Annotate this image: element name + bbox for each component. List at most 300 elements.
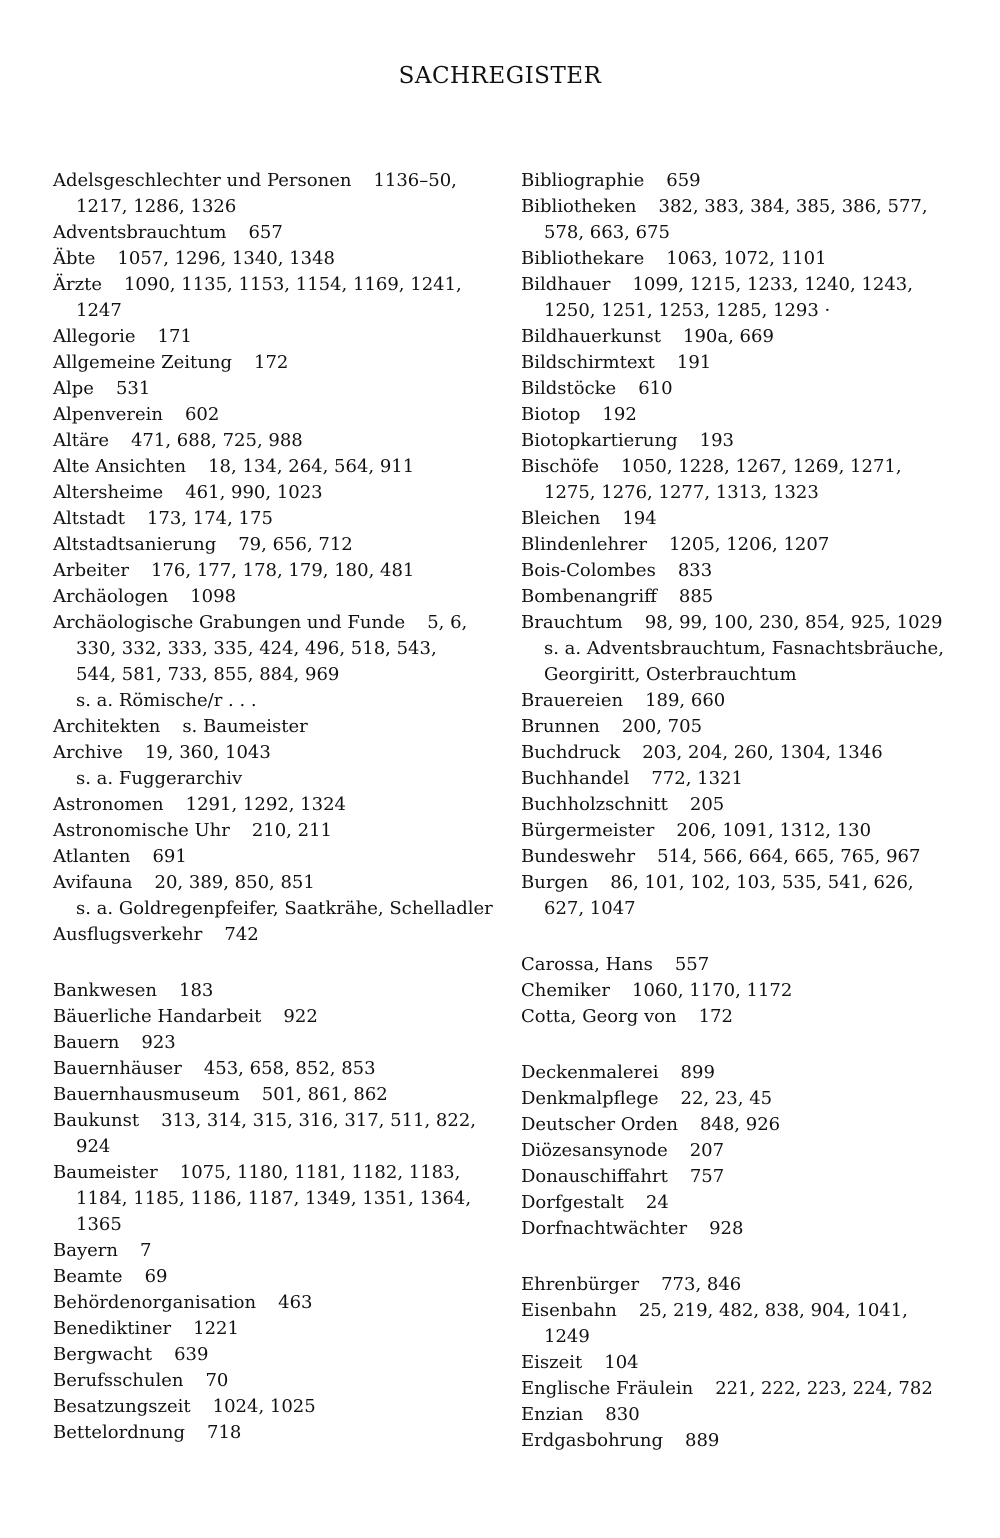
index-term: Bauern [53, 1032, 120, 1053]
index-term: Biotopkartierung [521, 430, 678, 451]
page-references: 176, 177, 178, 179, 180, 481 [151, 560, 415, 581]
index-term: Dorfgestalt [521, 1192, 624, 1213]
index-entry-line [53, 1108, 493, 1134]
index-entry-line [521, 844, 961, 870]
index-entry [521, 272, 961, 324]
index-term: Archive [53, 742, 123, 763]
index-entry [521, 714, 961, 740]
index-term: Baumeister [53, 1162, 158, 1183]
page-references: 173, 174, 175 [146, 508, 273, 529]
page-references: 1060, 1170, 1172 [632, 980, 793, 1001]
index-entry-line [521, 1428, 961, 1454]
index-entry-line [521, 1376, 961, 1402]
page-references: 79, 656, 712 [238, 534, 353, 555]
index-entry [53, 402, 493, 428]
index-entry [53, 376, 493, 402]
index-term: Bauernhäuser [53, 1058, 182, 1079]
index-term: Bildstöcke [521, 378, 617, 399]
page-references: 18, 134, 264, 564, 911 [208, 456, 415, 477]
index-entry [53, 558, 493, 584]
index-term: Bäuerliche Handarbeit [53, 1006, 262, 1027]
page-references: 757 [689, 1166, 725, 1187]
index-entry-line [521, 688, 961, 714]
page-references: 691 [152, 846, 187, 867]
index-entry [521, 1164, 961, 1190]
index-term: Buchdruck [521, 742, 621, 763]
index-entry-line [53, 1342, 493, 1368]
index-term: Eisenbahn [521, 1300, 617, 1321]
index-entry-line [521, 1190, 961, 1216]
page-references: 1136–50, [373, 170, 457, 191]
page-references: 501, 861, 862 [261, 1084, 388, 1105]
index-entry-continuation: 544, 581, 733, 855, 884, 969 [76, 664, 340, 685]
index-entry [53, 428, 493, 454]
index-entry-line [53, 324, 493, 350]
page-references: 453, 658, 852, 853 [203, 1058, 376, 1079]
index-letter-group [521, 952, 961, 1030]
index-entry [53, 1394, 493, 1420]
index-term: Arbeiter [53, 560, 130, 581]
index-entry [521, 1060, 961, 1086]
index-entry-line [521, 558, 961, 584]
index-entry-line [53, 168, 493, 194]
index-entry-line [53, 1368, 493, 1394]
page-references: 19, 360, 1043 [144, 742, 271, 763]
index-entry [521, 194, 961, 246]
index-term: Bombenangriff [521, 586, 657, 607]
index-entry-line [521, 766, 961, 792]
index-letter-group [53, 168, 493, 948]
index-entry-continuation: 578, 663, 675 [544, 222, 670, 243]
page-references: 194 [622, 508, 657, 529]
page-references: 206, 1091, 1312, 130 [676, 820, 872, 841]
index-entry [53, 870, 493, 922]
index-entry-line [521, 1004, 961, 1030]
index-entry [53, 1108, 493, 1160]
index-entry [521, 324, 961, 350]
index-term: Archäologische Grabungen und Funde [53, 612, 406, 633]
index-entry-line [53, 978, 493, 1004]
index-entry-line [53, 714, 493, 740]
index-entry-continuation: 1250, 1251, 1253, 1285, 1293 · [544, 300, 831, 321]
index-entry [521, 952, 961, 978]
page-references: 742 [224, 924, 259, 945]
index-term: Biotop [521, 404, 581, 425]
page-references: 1099, 1215, 1233, 1240, 1243, [632, 274, 913, 295]
index-term: Bischöfe [521, 456, 600, 477]
index-term: Allgemeine Zeitung [53, 352, 232, 373]
index-entry [53, 272, 493, 324]
page-references: 718 [207, 1422, 242, 1443]
index-entry-line [53, 1264, 493, 1290]
page-references: 514, 566, 664, 665, 765, 967 [657, 846, 921, 867]
page-references: 531 [115, 378, 151, 399]
index-entry [53, 740, 493, 792]
index-entry-line [521, 952, 961, 978]
index-entry-line [53, 922, 493, 948]
index-entry [521, 1216, 961, 1242]
index-term: Bibliographie [521, 170, 645, 191]
index-entry [53, 1082, 493, 1108]
index-term: Brauereien [521, 690, 624, 711]
index-entry-line [53, 246, 493, 272]
index-entry-line [521, 1298, 961, 1324]
index-entry [53, 1368, 493, 1394]
page-references: 461, 990, 1023 [185, 482, 323, 503]
index-entry-line [53, 1290, 493, 1316]
page-references: 172 [698, 1006, 733, 1027]
page-references: 602 [184, 404, 220, 425]
index-entry [521, 1350, 961, 1376]
index-entry [53, 1316, 493, 1342]
index-entry [53, 350, 493, 376]
page-references: 207 [689, 1140, 725, 1161]
index-term: Diözesansynode [521, 1140, 668, 1161]
index-entry-continuation: 924 [76, 1136, 111, 1157]
index-entry [521, 740, 961, 766]
index-letter-group [521, 1060, 961, 1242]
page-references: 210, 211 [251, 820, 332, 841]
index-term: Dorfnachtwächter [521, 1218, 688, 1239]
page-references: 205 [689, 794, 725, 815]
index-term: Erdgasbohrung [521, 1430, 664, 1451]
index-entry-line [521, 1112, 961, 1138]
page-references: 772, 1321 [651, 768, 743, 789]
page-references: 7 [139, 1240, 152, 1261]
index-entry [53, 844, 493, 870]
index-entry-line [521, 1086, 961, 1112]
index-term: Buchhandel [521, 768, 630, 789]
index-entry-continuation: 1249 [544, 1326, 590, 1347]
index-entry [521, 506, 961, 532]
index-entry-line [53, 1420, 493, 1446]
index-term: Carossa, Hans [521, 954, 653, 975]
page-references: 172 [254, 352, 289, 373]
index-term: Deutscher Orden [521, 1114, 678, 1135]
index-entry [53, 454, 493, 480]
index-entry-line [521, 194, 961, 220]
index-term: Archäologen [53, 586, 169, 607]
index-entry-line [521, 532, 961, 558]
index-entry-continuation: Georgiritt, Osterbrauchtum [544, 664, 797, 685]
index-letter-group [521, 1272, 961, 1454]
index-entry [521, 1190, 961, 1216]
index-term: Brauchtum [521, 612, 623, 633]
page-references: 200, 705 [621, 716, 703, 737]
page-references: 1050, 1228, 1267, 1269, 1271, [621, 456, 902, 477]
index-entry-line [53, 1394, 493, 1420]
index-entry [521, 168, 961, 194]
index-entry [53, 1342, 493, 1368]
index-term: Bibliothekare [521, 248, 645, 269]
index-entry-continuation: 1217, 1286, 1326 [76, 196, 237, 217]
page-references: 923 [141, 1032, 176, 1053]
page-references: 1063, 1072, 1101 [666, 248, 827, 269]
index-entry-line [521, 272, 961, 298]
index-entry [53, 818, 493, 844]
index-term: Bleichen [521, 508, 601, 529]
index-entry [521, 558, 961, 584]
index-entry [521, 844, 961, 870]
page-references: 659 [666, 170, 701, 191]
index-entry [53, 1290, 493, 1316]
index-entry [521, 1428, 961, 1454]
page-references: 221, 222, 223, 224, 782 [715, 1378, 933, 1399]
page-references: s. Baumeister [182, 716, 308, 737]
index-entry-line [53, 740, 493, 766]
index-entry-line [53, 870, 493, 896]
index-entry [521, 532, 961, 558]
index-entry-line [521, 168, 961, 194]
index-entry-line [521, 1272, 961, 1298]
index-term: Bürgermeister [521, 820, 655, 841]
page-references: 98, 99, 100, 230, 854, 925, 1029 [644, 612, 943, 633]
index-entry [53, 1420, 493, 1446]
index-term: Astronomen [53, 794, 164, 815]
index-term: Allegorie [53, 326, 136, 347]
index-entry-line [53, 1316, 493, 1342]
index-entry-continuation: s. a. Römische/r . . . [76, 690, 257, 711]
index-entry [521, 1138, 961, 1164]
page-references: 171 [157, 326, 192, 347]
page-references: 639 [174, 1344, 209, 1365]
index-entry-line [53, 558, 493, 584]
index-entry-line [521, 402, 961, 428]
index-entry-line [53, 1082, 493, 1108]
index-entry [53, 1030, 493, 1056]
index-entry-line [53, 610, 493, 636]
page-references: 848, 926 [699, 1114, 781, 1135]
index-term: Atlanten [53, 846, 131, 867]
index-entry-line [521, 610, 961, 636]
index-entry-line [521, 428, 961, 454]
index-entry [53, 324, 493, 350]
index-entry [521, 376, 961, 402]
page-references: 471, 688, 725, 988 [130, 430, 303, 451]
index-entry [53, 1264, 493, 1290]
index-entry [521, 350, 961, 376]
index-term: Beamte [53, 1266, 123, 1287]
index-term: Buchholzschnitt [521, 794, 668, 815]
index-entry-line [521, 1216, 961, 1242]
index-entry-line [53, 454, 493, 480]
index-entry [53, 1056, 493, 1082]
index-entry-line [521, 350, 961, 376]
index-term: Bundeswehr [521, 846, 636, 867]
index-term: Berufsschulen [53, 1370, 184, 1391]
page-references: 1205, 1206, 1207 [668, 534, 830, 555]
index-entry [53, 506, 493, 532]
page-references: 20, 389, 850, 851 [154, 872, 315, 893]
page-references: 189, 660 [645, 690, 726, 711]
index-term: Bildschirmtext [521, 352, 655, 373]
index-entry-line [53, 272, 493, 298]
index-entry [53, 246, 493, 272]
page-references: 1057, 1296, 1340, 1348 [117, 248, 335, 269]
index-entry-line [53, 818, 493, 844]
index-entry [53, 220, 493, 246]
index-entry [521, 1402, 961, 1428]
index-entry-line [521, 1350, 961, 1376]
page-references: 183 [179, 980, 214, 1001]
page-references: 203, 204, 260, 1304, 1346 [642, 742, 883, 763]
index-term: Englische Fräulein [521, 1378, 694, 1399]
index-entry [521, 428, 961, 454]
index-entry [53, 1238, 493, 1264]
index-entry-line [521, 1138, 961, 1164]
index-term: Bankwesen [53, 980, 158, 1001]
index-term: Blindenlehrer [521, 534, 647, 555]
page-references: 191 [676, 352, 712, 373]
index-entry-line [521, 714, 961, 740]
index-entry [521, 1004, 961, 1030]
index-entry [521, 402, 961, 428]
index-entry [53, 584, 493, 610]
index-term: Baukunst [53, 1110, 140, 1131]
index-term: Adventsbrauchtum [53, 222, 227, 243]
index-entry [53, 922, 493, 948]
index-entry [521, 584, 961, 610]
index-entry [53, 1160, 493, 1238]
index-entry-line [521, 792, 961, 818]
index-entry-continuation: 1275, 1276, 1277, 1313, 1323 [544, 482, 819, 503]
index-term: Alpenverein [53, 404, 163, 425]
index-entry-line [53, 480, 493, 506]
index-term: Alpe [53, 378, 94, 399]
page-references: 24 [645, 1192, 669, 1213]
page-references: 1098 [190, 586, 237, 607]
index-entry-continuation: s. a. Adventsbrauchtum, Fasnachtsbräuche, [544, 638, 944, 659]
index-term: Ärzte [53, 274, 102, 295]
index-entry-line [53, 506, 493, 532]
index-entry [521, 688, 961, 714]
index-letter-group [521, 168, 961, 922]
index-term: Denkmalpflege [521, 1088, 659, 1109]
index-entry-line [521, 1402, 961, 1428]
index-entry [53, 978, 493, 1004]
index-entry [53, 1004, 493, 1030]
page-references: 899 [680, 1062, 715, 1083]
index-entry-continuation: 627, 1047 [544, 898, 636, 919]
page-references: 557 [674, 954, 710, 975]
index-entry [53, 610, 493, 714]
index-entry-line [53, 1238, 493, 1264]
index-entry-line [53, 402, 493, 428]
page-references: 1090, 1135, 1153, 1154, 1169, 1241, [123, 274, 462, 295]
index-entry [53, 792, 493, 818]
index-entry-line [53, 1056, 493, 1082]
page-references: 928 [709, 1218, 744, 1239]
index-entry-line [53, 532, 493, 558]
index-entry [53, 168, 493, 220]
index-entry-line [521, 818, 961, 844]
page-references: 25, 219, 482, 838, 904, 1041, [638, 1300, 908, 1321]
page-references: 86, 101, 102, 103, 535, 541, 626, [610, 872, 914, 893]
index-entry-line [53, 792, 493, 818]
page-references: 313, 314, 315, 316, 317, 511, 822, [161, 1110, 477, 1131]
index-entry [521, 792, 961, 818]
index-term: Benediktiner [53, 1318, 172, 1339]
index-entry-line [521, 454, 961, 480]
page-references: 190a, 669 [683, 326, 774, 347]
index-term: Bois-Colombes [521, 560, 656, 581]
index-term: Behördenorganisation [53, 1292, 257, 1313]
index-term: Alte Ansichten [53, 456, 187, 477]
index-term: Donauschiffahrt [521, 1166, 668, 1187]
page-references: 5, 6, [427, 612, 468, 633]
page-references: 885 [678, 586, 714, 607]
index-entry-line [53, 220, 493, 246]
page-references: 70 [205, 1370, 229, 1391]
index-entry [53, 532, 493, 558]
page-references: 1221 [193, 1318, 239, 1339]
index-entry [53, 480, 493, 506]
page-references: 773, 846 [661, 1274, 742, 1295]
index-entry-line [521, 246, 961, 272]
index-entry [521, 454, 961, 506]
index-entry [53, 714, 493, 740]
index-term: Altstadtsanierung [53, 534, 217, 555]
page-references: 69 [144, 1266, 168, 1287]
index-term: Altäre [53, 430, 109, 451]
index-entry-line [521, 1164, 961, 1190]
index-term: Burgen [521, 872, 589, 893]
index-entry [521, 1272, 961, 1298]
page-references: 1075, 1180, 1181, 1182, 1183, [179, 1162, 461, 1183]
index-entry-line [53, 376, 493, 402]
index-term: Äbte [53, 248, 96, 269]
index-entry-line [53, 350, 493, 376]
page-references: 193 [699, 430, 734, 451]
index-entry-line [521, 870, 961, 896]
index-term: Bergwacht [53, 1344, 153, 1365]
index-column-right [521, 168, 961, 1454]
page-references: 657 [248, 222, 283, 243]
page-references: 610 [638, 378, 673, 399]
index-term: Enzian [521, 1404, 584, 1425]
index-entry-line [521, 376, 961, 402]
index-term: Ehrenbürger [521, 1274, 640, 1295]
index-entry [521, 1376, 961, 1402]
index-entry [521, 610, 961, 688]
page-references: 830 [605, 1404, 640, 1425]
index-entry-continuation: 1247 [76, 300, 122, 321]
index-entry-continuation: 330, 332, 333, 335, 424, 496, 518, 543, [76, 638, 437, 659]
index-entry-line [53, 1030, 493, 1056]
index-letter-group [53, 978, 493, 1446]
index-entry-continuation: s. a. Goldregenpfeifer, Saatkrähe, Schelladler [76, 898, 493, 919]
page-references: 192 [602, 404, 637, 425]
index-entry [521, 1112, 961, 1138]
page-references: 833 [677, 560, 713, 581]
index-entry-line [521, 978, 961, 1004]
index-entry-continuation: 1365 [76, 1214, 122, 1235]
page-references: 1291, 1292, 1324 [185, 794, 346, 815]
index-entry-line [521, 584, 961, 610]
index-entry-line [53, 1160, 493, 1186]
index-term: Ausflugsverkehr [53, 924, 203, 945]
index-term: Besatzungszeit [53, 1396, 191, 1417]
index-entry-line [521, 1060, 961, 1086]
index-term: Architekten [53, 716, 161, 737]
index-term: Deckenmalerei [521, 1062, 659, 1083]
index-term: Adelsgeschlechter und Personen [53, 170, 352, 191]
page-references: 104 [604, 1352, 639, 1373]
index-entry [521, 818, 961, 844]
index-entry-continuation: s. a. Fuggerarchiv [76, 768, 243, 789]
page-references: 889 [685, 1430, 720, 1451]
page-references: 463 [278, 1292, 313, 1313]
